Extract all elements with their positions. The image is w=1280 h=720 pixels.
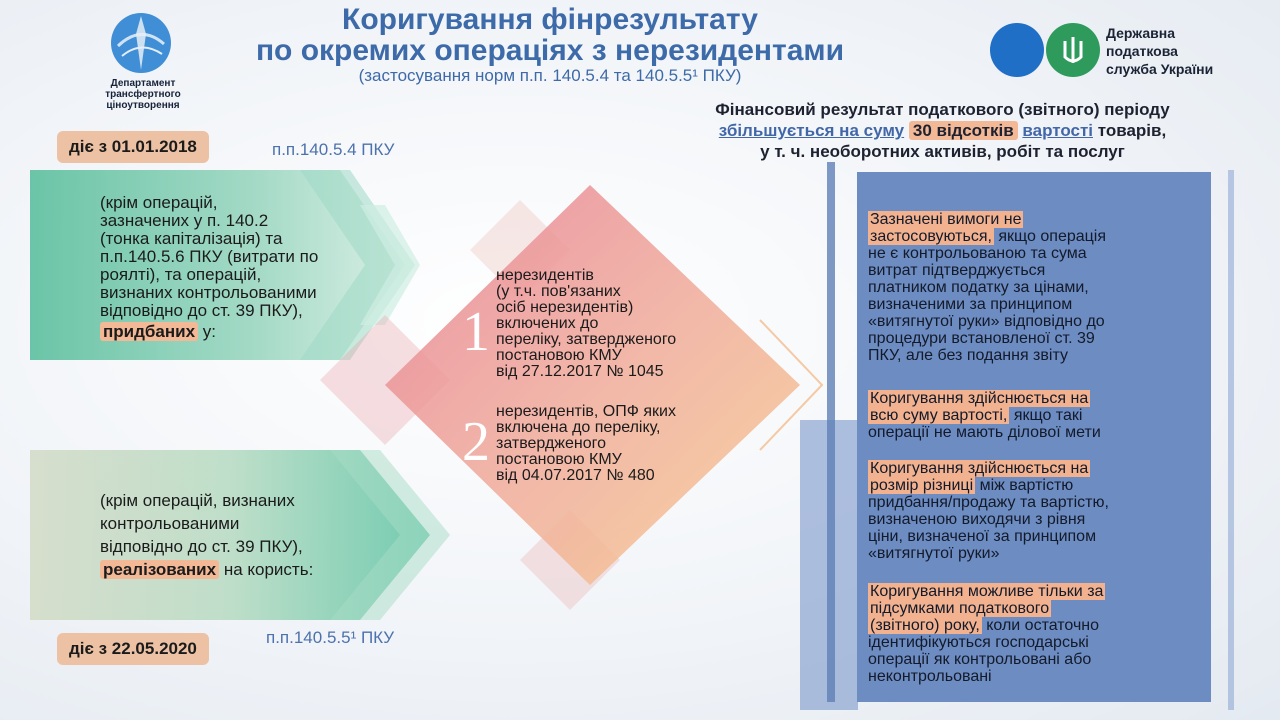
tax-service-trident-icon	[1046, 23, 1100, 77]
effective-date-badge-2018: діє з 01.01.2018	[57, 131, 209, 163]
item-number-2: 2	[462, 411, 490, 473]
result-statement: Фінансовий результат податкового (звітного) періоду збільшується на суму 30 відсотків вартості товарів, у т. ч. необоротних активів, робіт та послуг	[715, 100, 1170, 161]
center-item-1: нерезидентів (у т.ч. пов'язаних осіб нерезидентів) включених до переліку, затвердженого постановою КМУ від 27.12.2017 № 1045	[496, 267, 677, 380]
effective-date-badge-2020: діє з 22.05.2020	[57, 633, 209, 665]
condition-annual-only: Коригування можливе тільки за підсумками податкового (звітного) року, коли остаточно ідентифікуються господарські операції як контрольовані або неконтрольовані	[868, 583, 1104, 685]
item-number-1: 1	[462, 301, 490, 363]
center-item-2: нерезидентів, ОПФ яких включена до переліку, затвердженого постановою КМУ від 04.07.2017 № 480	[496, 403, 676, 484]
decorative-strip	[1228, 170, 1234, 710]
sold-keyword: реалізованих	[100, 560, 219, 579]
page-subtitle: (застосування норм п.п. 140.5.4 та 140.5.5¹ ПКУ)	[358, 66, 742, 85]
top-arrow-text: (крім операцій, зазначених у п. 140.2 (тонка капіталізація) та п.п.140.5.6 ПКУ (витрати по роялті), та операцій, визнаних контрольованими відповідно до ст. 39 ПКУ), придбаних у:	[100, 193, 319, 341]
department-name: Департамент трансфертного ціноутворення	[105, 78, 181, 111]
tax-code-ref-140-5-5-1: п.п.140.5.5¹ ПКУ	[266, 628, 395, 647]
tax-code-ref-140-5-4: п.п.140.5.4 ПКУ	[272, 140, 395, 159]
decorative-strip	[827, 162, 835, 702]
tax-service-name: Державна податкова служба України	[1106, 25, 1214, 77]
condition-full-value: Коригування здійснюється на всю суму вартості, якщо такі операції не мають ділової мети	[868, 390, 1101, 441]
department-logo-icon	[108, 10, 174, 76]
purchased-keyword: придбаних	[100, 322, 198, 341]
page-title: Коригування фінрезультату по окремих операціях з нерезидентами	[255, 3, 845, 67]
condition-difference: Коригування здійснюється на розмір різниці між вартістю придбання/продажу та вартістю, визначеною виходячи з рівня ціни, визначеної за принципом «витягнутої руки»	[868, 460, 1109, 562]
bottom-arrow-text: (крім операцій, визнаних контрольованими відповідно до ст. 39 ПКУ), реалізованих на користь:	[100, 491, 314, 579]
condition-not-applicable: Зазначені вимоги не застосовуються, якщо операція не є контрольованою та сума витрат підтверджується платником податку за цінами, визначеними за принципом «витягнутої руки» відповідно до процедури встановленої ст. 39 ПКУ, але без подання звіту	[868, 211, 1107, 364]
tax-service-logo-blue-icon	[990, 23, 1044, 77]
